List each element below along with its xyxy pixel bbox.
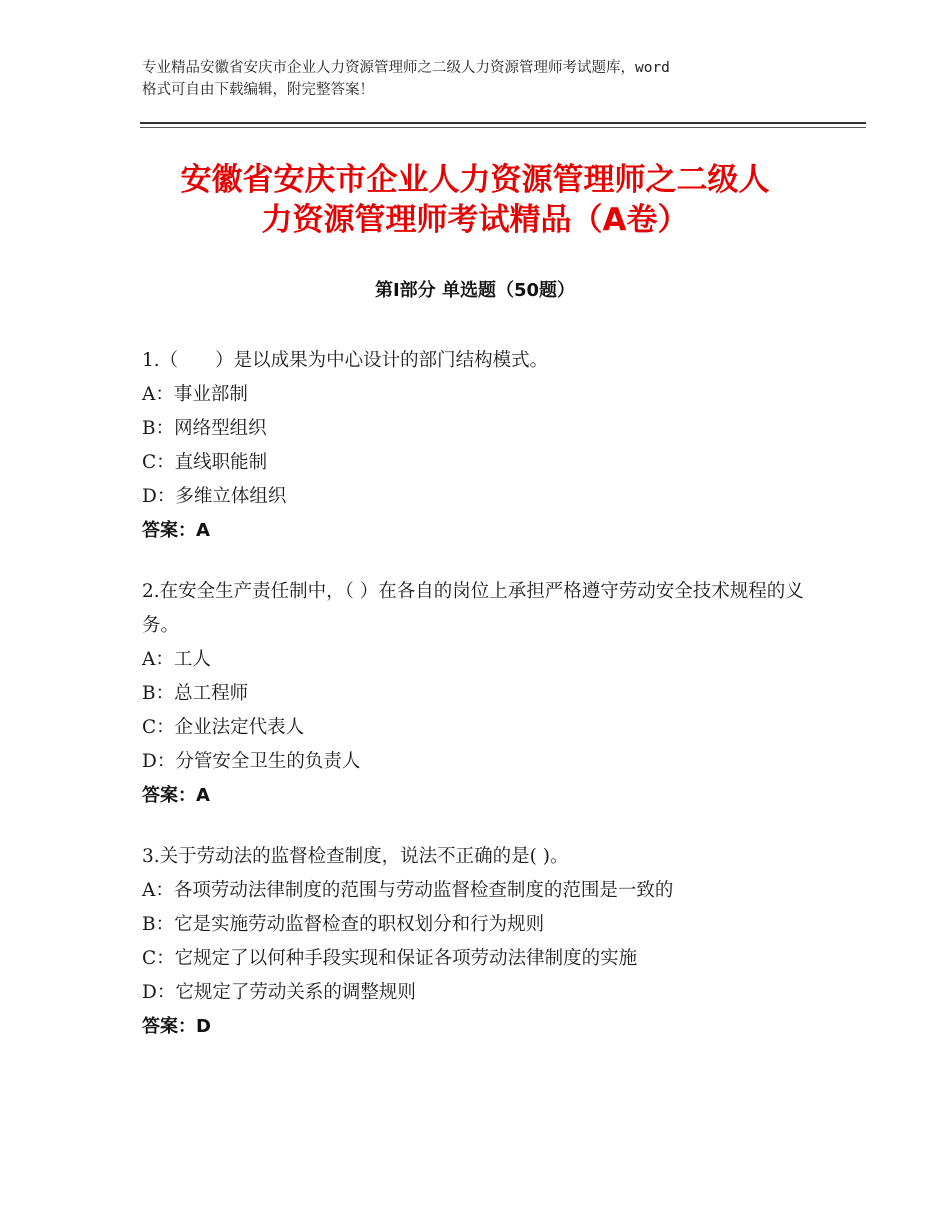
header-note-line-1: 专业精品安徽省安庆市企业人力资源管理师之二级人力资源管理师考试题库，word: [142, 60, 670, 76]
option-c: C：企业法定代表人: [142, 717, 305, 738]
question-text: 3.关于劳动法的监督检查制度，说法不正确的是( )。: [142, 846, 569, 867]
answer-label: 答案：A: [142, 785, 210, 806]
title-line-1: 安徽省安庆市企业人力资源管理师之二级人: [180, 162, 770, 198]
option-d: D：它规定了劳动关系的调整规则: [142, 982, 416, 1003]
question-2: [142, 575, 822, 813]
section-title: 第Ⅰ部分 单选题（50题）: [374, 280, 575, 301]
header-divider-thick: [140, 122, 866, 124]
option-d: D：多维立体组织: [142, 486, 287, 507]
question-list: [142, 344, 822, 1071]
question-1: [142, 344, 822, 548]
option-b: B：总工程师: [142, 683, 249, 704]
answer-label: 答案：D: [142, 1016, 211, 1037]
header-note-line-2: 格式可自由下载编辑，附完整答案！: [142, 82, 374, 98]
document-title: [110, 160, 840, 240]
option-d: D：分管安全卫生的负责人: [142, 751, 361, 772]
answer-label: 答案：A: [142, 520, 210, 541]
option-c: C：直线职能制: [142, 452, 268, 473]
option-a: A：工人: [142, 649, 211, 670]
question-text: 2.在安全生产责任制中，（ ）在各自的岗位上承担严格遵守劳动安全技术规程的义务。: [142, 581, 804, 636]
question-3: [142, 840, 822, 1044]
title-line-2: 力资源管理师考试精品（A卷）: [261, 202, 689, 238]
document-header-note: [142, 57, 822, 101]
question-text: 1.（ ）是以成果为中心设计的部门结构模式。: [142, 350, 549, 371]
option-a: A：各项劳动法律制度的范围与劳动监督检查制度的范围是一致的: [142, 880, 674, 901]
option-b: B：它是实施劳动监督检查的职权划分和行为规则: [142, 914, 545, 935]
header-divider-thin: [140, 127, 866, 128]
option-b: B：网络型组织: [142, 418, 267, 439]
option-c: C：它规定了以何种手段实现和保证各项劳动法律制度的实施: [142, 948, 638, 969]
option-a: A：事业部制: [142, 384, 248, 405]
